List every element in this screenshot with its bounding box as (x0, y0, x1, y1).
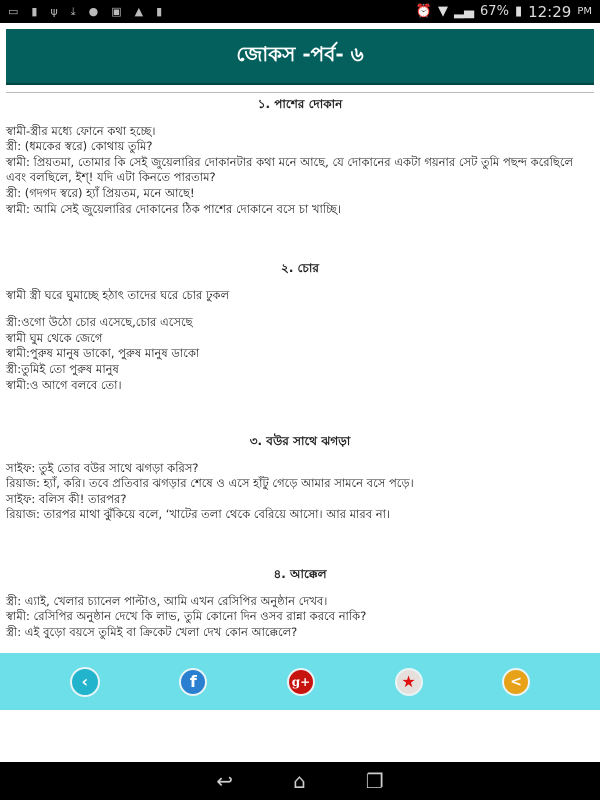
alarm-icon: ⏰ (415, 4, 433, 19)
joke-2 (6, 261, 594, 393)
google-plus-button[interactable] (287, 668, 315, 696)
joke-line: স্বামী ঘুম থেকে জেগে (6, 330, 103, 345)
joke-title: ২. চোর (281, 261, 319, 275)
divider (6, 92, 594, 93)
back-button[interactable] (70, 667, 100, 697)
chevron-left-icon: ‹ (81, 672, 89, 691)
joke-line: সাইফ: তুই তোর বউর সাথে ঝগড়া করিস? (6, 460, 199, 475)
joke-line: স্বামী: প্রিয়তমা, তোমার কি সেই জুয়েলারির দোকানটার কথা মনে আছে, যে দোকানের একটা গয়নার সেট তুমি পছন্দ করেছিলে এবং বলছিলে, ইশ্! যদি এটা কিনতে পারতাম? (6, 154, 574, 185)
joke-line: স্ত্রী: (ধমকের স্বরে) কোথায় তুমি? (6, 139, 153, 154)
joke-title: ১. পাশের দোকান (257, 97, 343, 111)
joke-line: স্বামী:ও আগে বলবে তো। (6, 377, 122, 392)
home-nav-icon[interactable]: ⌂ (293, 769, 306, 793)
page-title: জোকস -পর্ব- ৬ (6, 29, 594, 85)
rate-button[interactable] (395, 668, 423, 696)
joke-line: স্ত্রী: এ্যাই, খেলার চ্যানেল পাল্টাও, আমি এখন রেসিপির অনুষ্ঠান দেখব। (6, 593, 328, 608)
back-nav-icon[interactable]: ↩ (216, 769, 234, 793)
joke-line: রিয়াজ: তারপর মাথা ঝুঁকিয়ে বলে, ‘খাটের তলা থেকে বেরিয়ে আসো। আর মারব না। (6, 507, 391, 522)
clock: 12:29 (528, 2, 572, 21)
battery-percent: 67% (480, 4, 509, 19)
joke-line: স্ত্রী:ওগো উঠো চোর এসেছে,চোর এসেছে (6, 315, 193, 330)
joke-title: ৪. আক্কেল (273, 567, 327, 581)
star-icon: ★ (401, 672, 416, 691)
clock-ampm: PM (577, 6, 592, 17)
notification-icons: ▭ ▮ ψ ⤓ ● ▣ ▲ ▮ (8, 4, 163, 18)
joke-line: স্ত্রী: (গদগদ স্বরে) হ্যাঁ প্রিয়তম, মনে আছে! (6, 185, 195, 200)
joke-line: স্বামী-স্ত্রীর মধ্যে ফোনে কথা হচ্ছে। (6, 123, 156, 138)
share-icon: < (510, 673, 523, 690)
joke-4 (6, 567, 594, 640)
battery-icon: ▮ (514, 4, 523, 19)
joke-line: রিয়াজ: হ্যাঁ, করি। তবে প্রতিবার ঝগড়ার শেষে ও এসে হাঁটু গেড়ে আমার সামনে বসে পড়ে। (6, 476, 414, 491)
google-plus-icon: g+ (291, 674, 311, 689)
facebook-icon: f (189, 672, 197, 691)
joke-1 (6, 97, 594, 217)
joke-line: স্বামী স্ত্রী ঘরে ঘুমাচ্ছে হঠাৎ তাদের ঘরে চোর ঢুকল (6, 287, 230, 302)
joke-line: স্বামী: আমি সেই জুয়েলারির দোকানের ঠিক পাশের দোকানে বসে চা খাচ্ছি। (6, 201, 342, 216)
share-button[interactable] (502, 668, 530, 696)
bottom-toolbar (0, 653, 600, 710)
joke-line: স্বামী:পুরুষ মানুষ ডাকো, পুরুষ মানুষ ডাকো (6, 346, 200, 361)
joke-line: সাইফ: বলিস কী! তারপর? (6, 491, 127, 506)
system-nav-bar (0, 762, 600, 800)
facebook-button[interactable] (179, 668, 207, 696)
status-bar (0, 0, 600, 23)
joke-title: ৩. বউর সাথে ঝগড়া (249, 434, 351, 448)
joke-3 (6, 434, 594, 523)
joke-line: স্বামী: রেসিপির অনুষ্ঠান দেখে কি লাভ, তুমি কোনো দিন ওসব রান্না করবে নাকি? (6, 609, 367, 624)
joke-line: স্ত্রী: এই বুড়ো বয়সে তুমিই বা ক্রিকেট খেলা দেখ কোন আক্কেলে? (6, 624, 298, 639)
recents-nav-icon[interactable]: ❐ (365, 769, 384, 793)
joke-line: স্ত্রী:তুমিই তো পুরুষ মানুষ (6, 361, 119, 376)
signal-icon: ▂▄ (454, 4, 475, 19)
wifi-icon: ▼ (438, 4, 449, 19)
